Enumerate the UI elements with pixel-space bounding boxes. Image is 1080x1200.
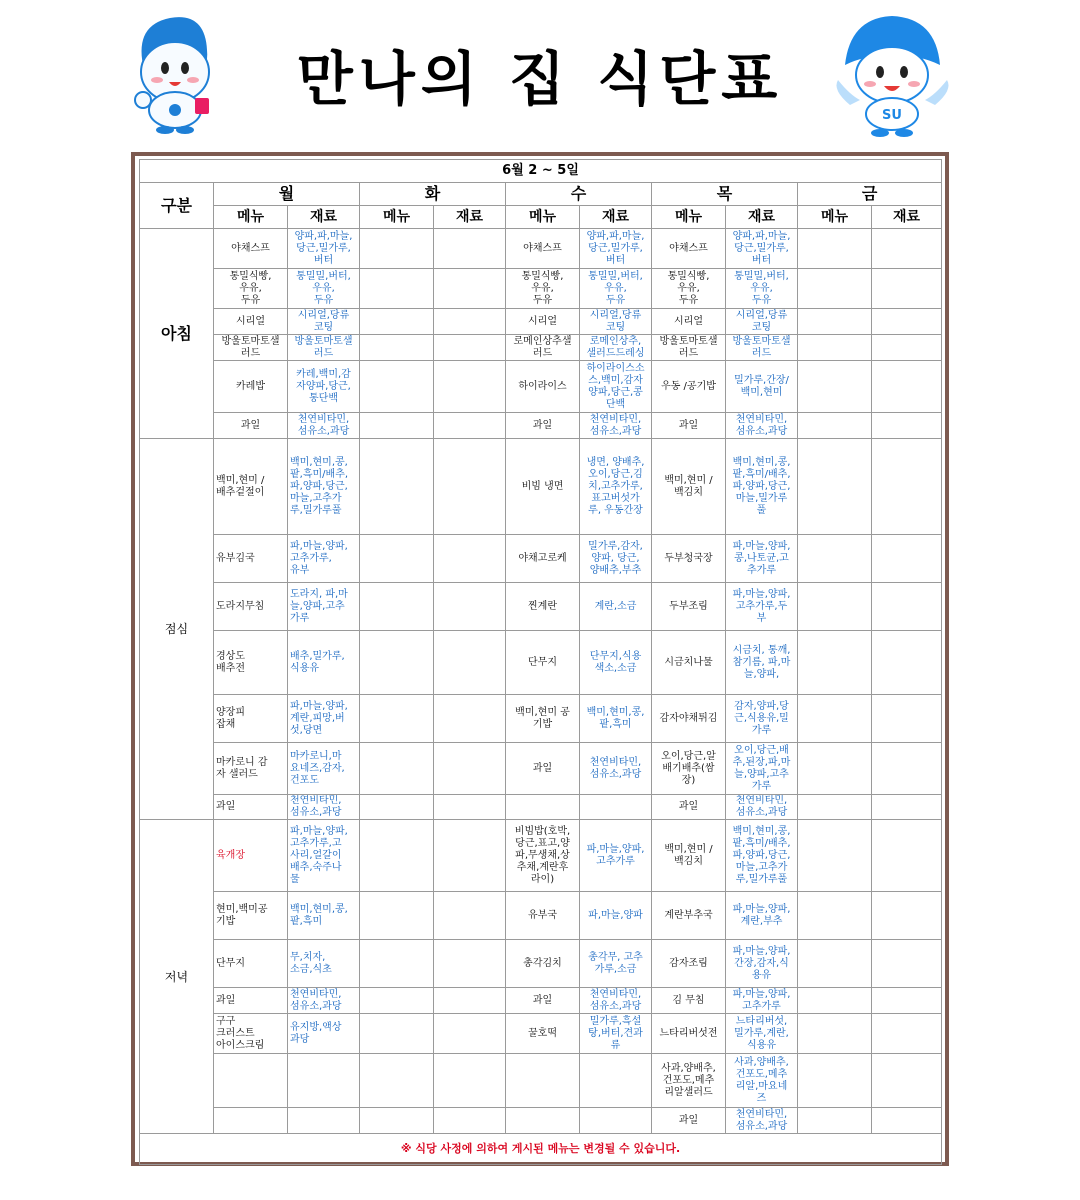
column-header-ingredients: 재료 [726, 206, 798, 229]
ingredients-cell [434, 1108, 506, 1134]
ingredients-cell [872, 413, 942, 439]
ingredients-cell [872, 988, 942, 1014]
footer-note: ※ 식당 사정에 의하여 게시된 메뉴는 변경될 수 있습니다. [140, 1134, 942, 1165]
menu-item-cell: 과일 [652, 1108, 726, 1134]
dinner-row [140, 820, 942, 892]
mascot-right-icon [830, 10, 955, 138]
menu-item-cell: 총각김치 [506, 940, 580, 988]
menu-item-cell: 통밀식빵, 우유, 두유 [214, 269, 288, 309]
menu-item-cell [360, 695, 434, 743]
ingredients-cell [872, 820, 942, 892]
ingredients-cell [872, 439, 942, 535]
ingredients-cell [872, 361, 942, 413]
ingredients-cell: 카레,백미,감 자양파,당근, 통단백 [288, 361, 360, 413]
ingredients-cell: 백미,현미,콩, 팥,흑미/배추, 파,양파,당근, 마늘,고추가 루,밀가루풀 [288, 439, 360, 535]
menu-item-cell [360, 1054, 434, 1108]
ingredients-cell: 파,마늘,양파, 고추가루,두 부 [726, 583, 798, 631]
ingredients-cell [434, 583, 506, 631]
ingredients-cell [872, 1054, 942, 1108]
ingredients-cell [434, 361, 506, 413]
menu-item-cell: 유부국 [506, 892, 580, 940]
menu-item-cell: 감자조림 [652, 940, 726, 988]
menu-item-cell [360, 940, 434, 988]
dinner-row [140, 1014, 942, 1054]
ingredients-cell [872, 695, 942, 743]
ingredients-cell: 사과,양배추, 건포도,메추 리알,마요네 즈 [726, 1054, 798, 1108]
menu-item-cell [798, 743, 872, 795]
menu-item-cell [798, 1108, 872, 1134]
ingredients-cell: 마카로니,마 요네즈,감자, 건포도 [288, 743, 360, 795]
ingredients-cell: 백미,현미,콩, 팥,흑미 [288, 892, 360, 940]
menu-item-cell: 사과,양배추, 건포도,메추 리알샐러드 [652, 1054, 726, 1108]
menu-item-cell: 마카로니 감 자 샐러드 [214, 743, 288, 795]
menu-item-cell: 감자야채튀김 [652, 695, 726, 743]
meal-label-breakfast: 아침 [140, 229, 214, 439]
ingredients-cell [434, 335, 506, 361]
ingredients-cell: 밀가루,흑설 탕,버터,견과 류 [580, 1014, 652, 1054]
ingredients-cell [434, 892, 506, 940]
ingredients-cell: 로메인상추, 샐러드드레싱 [580, 335, 652, 361]
ingredients-cell: 백미,현미,콩, 팥,흑미/배추, 파,양파,당근, 마늘,밀가루 풀 [726, 439, 798, 535]
ingredients-cell: 감자,양파,당 근,식용유,밀 가루 [726, 695, 798, 743]
ingredients-cell: 천연비타민, 섬유소,과당 [580, 413, 652, 439]
menu-item-cell: 육개장 [214, 820, 288, 892]
menu-table [139, 159, 942, 1165]
ingredients-cell: 배추,밀가루, 식용유 [288, 631, 360, 695]
ingredients-cell: 파,마늘,양파, 콩,나토균,고 추가루 [726, 535, 798, 583]
menu-item-cell: 과일 [652, 795, 726, 820]
ingredients-cell: 단무지,식용 색소,소금 [580, 631, 652, 695]
column-header-menu: 메뉴 [506, 206, 580, 229]
menu-item-cell [360, 1108, 434, 1134]
menu-item-cell: 야채스프 [652, 229, 726, 269]
ingredients-cell: 천연비타민, 섬유소,과당 [288, 795, 360, 820]
menu-item-cell: 과일 [214, 988, 288, 1014]
ingredients-cell [434, 695, 506, 743]
menu-item-cell: 과일 [652, 413, 726, 439]
ingredients-cell: 파,마늘,양파, 간장,감자,식 용유 [726, 940, 798, 988]
column-header-ingredients: 재료 [580, 206, 652, 229]
ingredients-cell: 하이라이스소 스,백미,감자 양파,당근,콩 단백 [580, 361, 652, 413]
ingredients-cell: 백미,현미,콩, 팥,흑미/배추, 파,양파,당근, 마늘,고추가 루,밀가루풀 [726, 820, 798, 892]
menu-item-cell: 하이라이스 [506, 361, 580, 413]
menu-item-cell: 시리얼 [506, 309, 580, 335]
column-header-menu: 메뉴 [214, 206, 288, 229]
ingredients-cell [872, 1014, 942, 1054]
day-header-tue: 화 [360, 183, 506, 206]
menu-item-cell [798, 1054, 872, 1108]
menu-item-cell [360, 988, 434, 1014]
ingredients-cell [434, 631, 506, 695]
menu-table-frame [131, 152, 949, 1166]
menu-item-cell [214, 1054, 288, 1108]
meal-label-lunch: 점심 [140, 439, 214, 820]
menu-item-cell [798, 361, 872, 413]
ingredients-cell [872, 631, 942, 695]
menu-item-cell: 백미,현미 / 백김치 [652, 439, 726, 535]
ingredients-cell [434, 439, 506, 535]
ingredients-cell [434, 535, 506, 583]
menu-item-cell: 백미,현미 / 배추겉절이 [214, 439, 288, 535]
ingredients-cell: 시금치, 통깨, 참기름, 파,마 늘,양파, [726, 631, 798, 695]
menu-item-cell: 김 무침 [652, 988, 726, 1014]
ingredients-cell: 천연비타민, 섬유소,과당 [726, 795, 798, 820]
menu-item-cell [360, 892, 434, 940]
ingredients-cell: 양파,파,마늘, 당근,밀가루, 버터 [288, 229, 360, 269]
menu-item-cell: 과일 [214, 413, 288, 439]
ingredients-cell [288, 1054, 360, 1108]
menu-item-cell: 두부조림 [652, 583, 726, 631]
breakfast-row [140, 413, 942, 439]
menu-item-cell: 구구 크러스트 아이스크림 [214, 1014, 288, 1054]
menu-item-cell: 유부김국 [214, 535, 288, 583]
menu-item-cell [798, 695, 872, 743]
lunch-row [140, 631, 942, 695]
ingredients-cell [872, 269, 942, 309]
menu-item-cell: 과일 [506, 988, 580, 1014]
ingredients-cell: 파,마늘,양파 [580, 892, 652, 940]
lunch-row [140, 439, 942, 535]
menu-item-cell: 시리얼 [652, 309, 726, 335]
column-header-menu: 메뉴 [652, 206, 726, 229]
ingredients-cell [434, 743, 506, 795]
ingredients-cell: 통밀밀,버터, 우유, 두유 [726, 269, 798, 309]
menu-item-cell [360, 413, 434, 439]
ingredients-cell [580, 795, 652, 820]
dinner-row [140, 1054, 942, 1108]
menu-item-cell [360, 535, 434, 583]
dinner-row [140, 892, 942, 940]
menu-item-cell [360, 229, 434, 269]
ingredients-cell: 파,마늘,양파, 계란,부추 [726, 892, 798, 940]
ingredients-cell [434, 309, 506, 335]
ingredients-cell: 밀가루,간장/ 백미,현미 [726, 361, 798, 413]
menu-item-cell: 꿀호떡 [506, 1014, 580, 1054]
menu-item-cell [360, 583, 434, 631]
breakfast-row [140, 269, 942, 309]
menu-item-cell: 두부청국장 [652, 535, 726, 583]
column-header-menu: 메뉴 [798, 206, 872, 229]
date-range: 6월 2 ~ 5일 [140, 160, 942, 183]
page-title: 만나의 집 식단표 [296, 45, 784, 113]
ingredients-cell: 파,마늘,양파, 고추가루, 유부 [288, 535, 360, 583]
ingredients-cell [872, 940, 942, 988]
ingredients-cell [872, 535, 942, 583]
corner-label: 구분 [140, 183, 214, 229]
ingredients-cell [580, 1108, 652, 1134]
ingredients-cell: 냉면, 양배추, 오이,당근,김 치,고추가루, 표고버섯가 루, 우동간장 [580, 439, 652, 535]
menu-item-cell: 단무지 [214, 940, 288, 988]
ingredients-cell [872, 583, 942, 631]
ingredients-cell: 천연비타민, 섬유소,과당 [580, 743, 652, 795]
ingredients-cell [434, 1054, 506, 1108]
header [0, 0, 1080, 150]
ingredients-cell [434, 229, 506, 269]
dinner-row [140, 988, 942, 1014]
menu-item-cell [360, 439, 434, 535]
lunch-row [140, 743, 942, 795]
dinner-row [140, 940, 942, 988]
menu-item-cell: 시리얼 [214, 309, 288, 335]
column-header-ingredients: 재료 [288, 206, 360, 229]
menu-item-cell [360, 1014, 434, 1054]
menu-item-cell [506, 795, 580, 820]
column-header-menu: 메뉴 [360, 206, 434, 229]
menu-item-cell [798, 413, 872, 439]
menu-item-cell: 방울토마토샐 러드 [214, 335, 288, 361]
day-header-wed: 수 [506, 183, 652, 206]
menu-item-cell [798, 269, 872, 309]
menu-item-cell [506, 1054, 580, 1108]
lunch-row [140, 535, 942, 583]
menu-item-cell [360, 309, 434, 335]
menu-item-cell [798, 892, 872, 940]
menu-item-cell [360, 743, 434, 795]
menu-item-cell: 카레밥 [214, 361, 288, 413]
ingredients-cell [288, 1108, 360, 1134]
meal-label-dinner: 저녁 [140, 820, 214, 1134]
menu-item-cell: 야채스프 [506, 229, 580, 269]
lunch-row [140, 795, 942, 820]
ingredients-cell [580, 1054, 652, 1108]
ingredients-cell [872, 335, 942, 361]
menu-item-cell [214, 1108, 288, 1134]
ingredients-cell [872, 795, 942, 820]
ingredients-cell [434, 1014, 506, 1054]
menu-item-cell: 야채고로케 [506, 535, 580, 583]
breakfast-row [140, 229, 942, 269]
menu-item-cell: 야채스프 [214, 229, 288, 269]
ingredients-cell: 천연비타민, 섬유소,과당 [288, 413, 360, 439]
ingredients-cell: 천연비타민, 섬유소,과당 [726, 1108, 798, 1134]
menu-item-cell [798, 229, 872, 269]
menu-item-cell [798, 988, 872, 1014]
ingredients-cell: 파,마늘,양파, 고추가루,고 사리,얼갈이 배추,숙주나 물 [288, 820, 360, 892]
ingredients-cell: 계란,소금 [580, 583, 652, 631]
ingredients-cell: 시리얼,당류 코팅 [580, 309, 652, 335]
menu-item-cell: 비빔밥(호박, 당근,표고,양 파,무생채,상 추채,계란후 라이) [506, 820, 580, 892]
ingredients-cell: 유지방,액상 과당 [288, 1014, 360, 1054]
menu-item-cell [360, 361, 434, 413]
menu-item-cell [798, 940, 872, 988]
menu-item-cell [798, 631, 872, 695]
menu-item-cell [360, 820, 434, 892]
ingredients-cell: 양파,파,마늘, 당근,밀가루, 버터 [580, 229, 652, 269]
ingredients-cell [872, 229, 942, 269]
menu-item-cell: 양장피 잡채 [214, 695, 288, 743]
menu-item-cell [360, 795, 434, 820]
column-header-ingredients: 재료 [434, 206, 506, 229]
mascot-badge: SU [882, 108, 902, 123]
ingredients-cell [434, 820, 506, 892]
menu-item-cell: 과일 [506, 743, 580, 795]
ingredients-cell: 도라지, 파,마 늘,양파,고추 가루 [288, 583, 360, 631]
menu-item-cell: 백미,현미 / 백김치 [652, 820, 726, 892]
ingredients-cell: 시리얼,당류 코팅 [726, 309, 798, 335]
ingredients-cell: 오이,당근,배 추,된장,파,마 늘,양파,고추 가루 [726, 743, 798, 795]
ingredients-cell: 방울토마토샐 러드 [288, 335, 360, 361]
breakfast-row [140, 309, 942, 335]
menu-item-cell [798, 335, 872, 361]
menu-item-cell: 계란부추국 [652, 892, 726, 940]
menu-item-cell: 현미,백미공 기밥 [214, 892, 288, 940]
menu-item-cell [798, 309, 872, 335]
ingredients-cell: 파,마늘,양파, 계란,피망,버 섯,당면 [288, 695, 360, 743]
menu-item-cell [798, 439, 872, 535]
dinner-row [140, 1108, 942, 1134]
ingredients-cell: 밀가루,감자, 양파, 당근, 양배추,부추 [580, 535, 652, 583]
menu-item-cell: 비빔 냉면 [506, 439, 580, 535]
ingredients-cell: 무,치자, 소금,식초 [288, 940, 360, 988]
breakfast-row [140, 361, 942, 413]
menu-item-cell: 백미,현미 공 기밥 [506, 695, 580, 743]
ingredients-cell: 파,마늘,양파, 고추가루 [726, 988, 798, 1014]
menu-item-cell: 오이,당근,알 배기배추(쌈 장) [652, 743, 726, 795]
menu-item-cell: 통밀식빵, 우유, 두유 [652, 269, 726, 309]
ingredients-cell [434, 413, 506, 439]
ingredients-cell [434, 988, 506, 1014]
menu-item-cell: 과일 [214, 795, 288, 820]
menu-item-cell [798, 820, 872, 892]
ingredients-cell: 느타리버섯, 밀가루,계란, 식용유 [726, 1014, 798, 1054]
ingredients-cell: 파,마늘,양파, 고추가루 [580, 820, 652, 892]
menu-item-cell: 느타리버섯전 [652, 1014, 726, 1054]
menu-item-cell [798, 795, 872, 820]
ingredients-cell: 방울토마토샐 러드 [726, 335, 798, 361]
menu-item-cell: 경상도 배추전 [214, 631, 288, 695]
ingredients-cell: 통밀밀,버터, 우유, 두유 [580, 269, 652, 309]
ingredients-cell: 총각무, 고추 가루,소금 [580, 940, 652, 988]
day-header-mon: 월 [214, 183, 360, 206]
menu-item-cell [360, 631, 434, 695]
day-header-fri: 금 [798, 183, 942, 206]
ingredients-cell: 양파,파,마늘, 당근,밀가루, 버터 [726, 229, 798, 269]
menu-item-cell [360, 335, 434, 361]
day-header-thu: 목 [652, 183, 798, 206]
menu-item-cell: 방울토마토샐 러드 [652, 335, 726, 361]
ingredients-cell [434, 269, 506, 309]
menu-item-cell [506, 1108, 580, 1134]
menu-item-cell: 로메인상추샐 러드 [506, 335, 580, 361]
column-header-ingredients: 재료 [872, 206, 942, 229]
ingredients-cell [872, 743, 942, 795]
lunch-row [140, 695, 942, 743]
menu-item-cell: 과일 [506, 413, 580, 439]
ingredients-cell [872, 309, 942, 335]
menu-item-cell: 우동 /공기밥 [652, 361, 726, 413]
ingredients-cell [872, 1108, 942, 1134]
ingredients-cell [872, 892, 942, 940]
menu-item-cell: 시금치나물 [652, 631, 726, 695]
ingredients-cell: 천연비타민, 섬유소,과당 [726, 413, 798, 439]
ingredients-cell [434, 795, 506, 820]
breakfast-row [140, 335, 942, 361]
menu-item-cell [798, 1014, 872, 1054]
ingredients-cell [434, 940, 506, 988]
menu-item-cell: 도라지무침 [214, 583, 288, 631]
menu-item-cell [360, 269, 434, 309]
menu-item-cell [798, 583, 872, 631]
ingredients-cell: 천연비타민, 섬유소,과당 [288, 988, 360, 1014]
menu-item-cell [798, 535, 872, 583]
lunch-row [140, 583, 942, 631]
menu-item-cell: 찐계란 [506, 583, 580, 631]
menu-item-cell: 통밀식빵, 우유, 두유 [506, 269, 580, 309]
ingredients-cell: 천연비타민, 섬유소,과당 [580, 988, 652, 1014]
ingredients-cell: 백미,현미,콩, 팥,흑미 [580, 695, 652, 743]
ingredients-cell: 통밀밀,버터, 우유, 두유 [288, 269, 360, 309]
ingredients-cell: 시리얼,당류 코팅 [288, 309, 360, 335]
menu-item-cell: 단무지 [506, 631, 580, 695]
